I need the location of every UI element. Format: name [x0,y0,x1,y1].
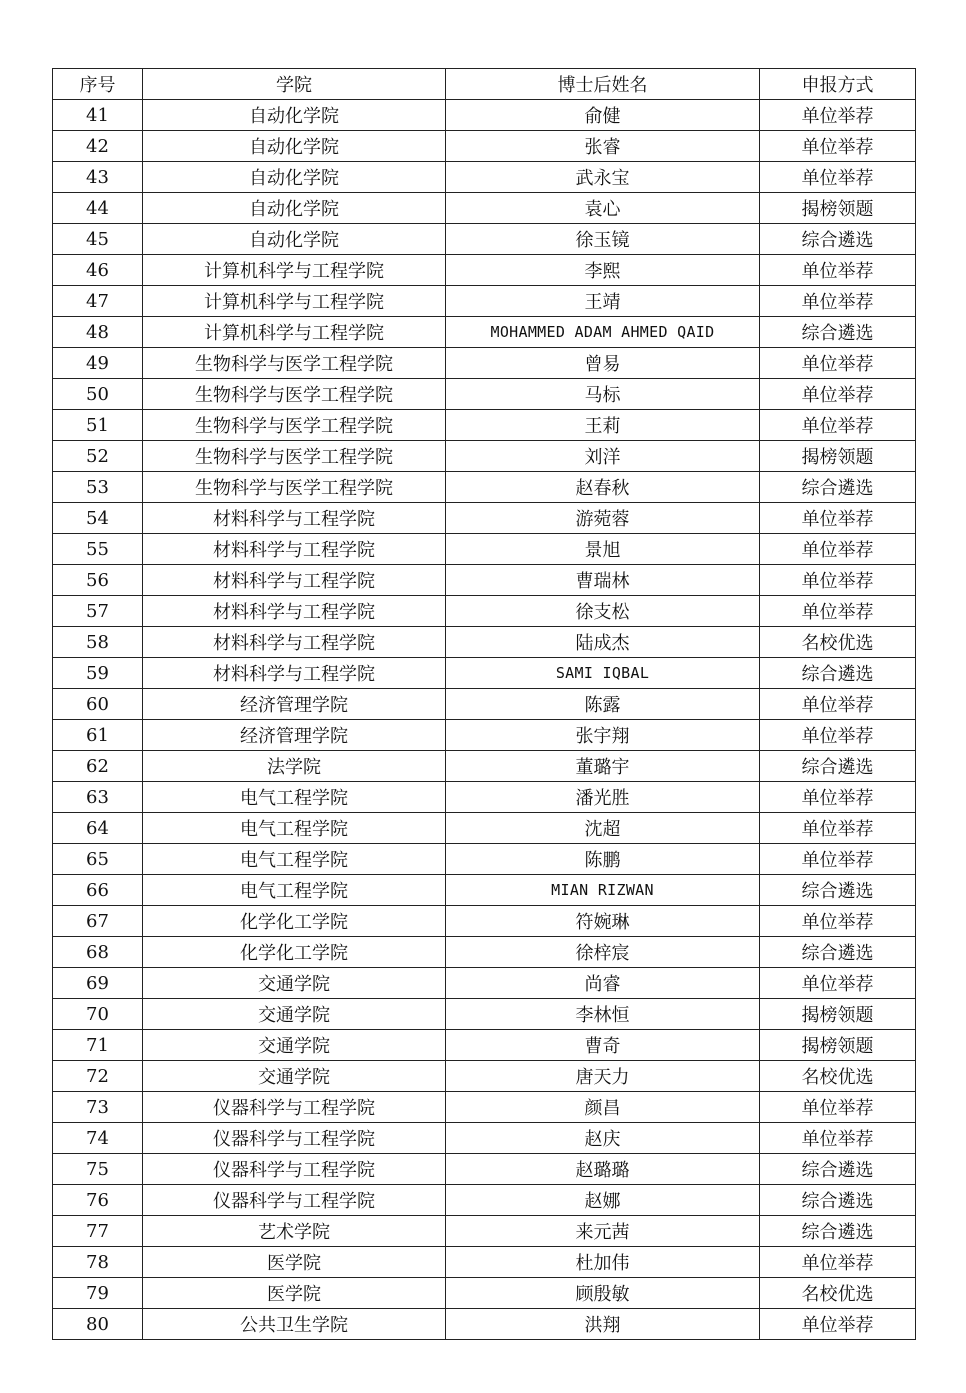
serial-number-cell: 75 [53,1154,143,1185]
serial-number-cell: 60 [53,689,143,720]
school-cell: 材料科学与工程学院 [143,565,446,596]
school-cell: 材料科学与工程学院 [143,596,446,627]
table-row [53,131,916,162]
table-row [53,658,916,689]
serial-number-cell: 57 [53,596,143,627]
table-row [53,751,916,782]
application-method-cell: 单位举荐 [760,379,916,410]
school-cell: 自动化学院 [143,131,446,162]
postdoc-name-cell: 曹瑞林 [446,565,760,596]
school-cell: 自动化学院 [143,100,446,131]
school-cell: 生物科学与医学工程学院 [143,441,446,472]
school-cell: 化学化工学院 [143,906,446,937]
application-method-cell: 单位举荐 [760,534,916,565]
school-cell: 交通学院 [143,968,446,999]
serial-number-cell: 63 [53,782,143,813]
postdoc-name-cell: 李熙 [446,255,760,286]
school-cell: 生物科学与医学工程学院 [143,348,446,379]
serial-number-cell: 65 [53,844,143,875]
application-method-cell: 综合遴选 [760,224,916,255]
school-cell: 交通学院 [143,999,446,1030]
application-method-cell: 揭榜领题 [760,441,916,472]
school-cell: 生物科学与医学工程学院 [143,472,446,503]
application-method-cell: 单位举荐 [760,131,916,162]
school-cell: 经济管理学院 [143,689,446,720]
serial-number-cell: 43 [53,162,143,193]
application-method-cell: 揭榜领题 [760,193,916,224]
serial-number-cell: 67 [53,906,143,937]
application-method-cell: 综合遴选 [760,1154,916,1185]
table-row [53,627,916,658]
school-cell: 材料科学与工程学院 [143,534,446,565]
header-row [53,69,916,100]
serial-number-cell: 41 [53,100,143,131]
application-method-cell: 揭榜领题 [760,999,916,1030]
postdoc-name-cell: MOHAMMED ADAM AHMED QAID [446,317,760,348]
table-row [53,224,916,255]
application-method-cell: 单位举荐 [760,100,916,131]
table-row [53,1030,916,1061]
header-serial-number: 序号 [53,69,143,100]
table-row [53,410,916,441]
postdoc-name-cell: 景旭 [446,534,760,565]
application-method-cell: 单位举荐 [760,503,916,534]
school-cell: 计算机科学与工程学院 [143,317,446,348]
application-method-cell: 单位举荐 [760,782,916,813]
table-row [53,193,916,224]
school-cell: 交通学院 [143,1030,446,1061]
header-application-method: 申报方式 [760,69,916,100]
table-row [53,1185,916,1216]
serial-number-cell: 61 [53,720,143,751]
table-header [53,69,916,100]
serial-number-cell: 56 [53,565,143,596]
table-row [53,503,916,534]
postdoc-name-cell: 董璐宇 [446,751,760,782]
postdoc-name-cell: 沈超 [446,813,760,844]
table-row [53,1123,916,1154]
school-cell: 艺术学院 [143,1216,446,1247]
application-method-cell: 单位举荐 [760,410,916,441]
serial-number-cell: 62 [53,751,143,782]
postdoc-name-cell: 潘光胜 [446,782,760,813]
table-row [53,1061,916,1092]
postdoc-name-cell: 游菀蓉 [446,503,760,534]
application-method-cell: 单位举荐 [760,596,916,627]
table-row [53,937,916,968]
table-row [53,813,916,844]
serial-number-cell: 58 [53,627,143,658]
school-cell: 仪器科学与工程学院 [143,1154,446,1185]
postdoc-name-cell: 尚睿 [446,968,760,999]
serial-number-cell: 52 [53,441,143,472]
postdoc-name-cell: 徐梓宸 [446,937,760,968]
table-row [53,1278,916,1309]
serial-number-cell: 54 [53,503,143,534]
school-cell: 材料科学与工程学院 [143,503,446,534]
serial-number-cell: 74 [53,1123,143,1154]
application-method-cell: 单位举荐 [760,255,916,286]
school-cell: 生物科学与医学工程学院 [143,379,446,410]
school-cell: 材料科学与工程学院 [143,658,446,689]
table-row [53,565,916,596]
application-method-cell: 单位举荐 [760,720,916,751]
table-row [53,441,916,472]
application-method-cell: 单位举荐 [760,813,916,844]
table-row [53,162,916,193]
table-row [53,1216,916,1247]
postdoc-name-cell: SAMI IQBAL [446,658,760,689]
table-row [53,1247,916,1278]
serial-number-cell: 59 [53,658,143,689]
serial-number-cell: 53 [53,472,143,503]
application-method-cell: 综合遴选 [760,317,916,348]
serial-number-cell: 46 [53,255,143,286]
serial-number-cell: 48 [53,317,143,348]
header-school: 学院 [143,69,446,100]
application-method-cell: 综合遴选 [760,875,916,906]
table-row [53,720,916,751]
school-cell: 材料科学与工程学院 [143,627,446,658]
school-cell: 电气工程学院 [143,813,446,844]
school-cell: 公共卫生学院 [143,1309,446,1340]
application-method-cell: 揭榜领题 [760,1030,916,1061]
postdoc-name-cell: 颜昌 [446,1092,760,1123]
application-method-cell: 名校优选 [760,1278,916,1309]
serial-number-cell: 55 [53,534,143,565]
table-row [53,100,916,131]
school-cell: 化学化工学院 [143,937,446,968]
postdoc-name-cell: 袁心 [446,193,760,224]
school-cell: 仪器科学与工程学院 [143,1092,446,1123]
postdoc-name-cell: 张宇翔 [446,720,760,751]
application-method-cell: 综合遴选 [760,937,916,968]
school-cell: 仪器科学与工程学院 [143,1185,446,1216]
postdoc-name-cell: 符婉琳 [446,906,760,937]
table-row [53,348,916,379]
school-cell: 法学院 [143,751,446,782]
table-row [53,689,916,720]
postdoc-name-cell: 赵庆 [446,1123,760,1154]
postdoc-name-cell: 马标 [446,379,760,410]
table-row [53,782,916,813]
postdoc-name-cell: 来元茜 [446,1216,760,1247]
serial-number-cell: 44 [53,193,143,224]
serial-number-cell: 69 [53,968,143,999]
table-row [53,317,916,348]
serial-number-cell: 47 [53,286,143,317]
school-cell: 电气工程学院 [143,875,446,906]
application-method-cell: 单位举荐 [760,162,916,193]
postdoc-name-cell: 武永宝 [446,162,760,193]
application-method-cell: 单位举荐 [760,844,916,875]
serial-number-cell: 42 [53,131,143,162]
application-method-cell: 单位举荐 [760,348,916,379]
table-row [53,1092,916,1123]
table-row [53,596,916,627]
postdoc-name-cell: MIAN RIZWAN [446,875,760,906]
postdoc-name-cell: 徐支松 [446,596,760,627]
header-postdoc-name: 博士后姓名 [446,69,760,100]
application-method-cell: 单位举荐 [760,689,916,720]
application-method-cell: 单位举荐 [760,1092,916,1123]
school-cell: 医学院 [143,1247,446,1278]
serial-number-cell: 51 [53,410,143,441]
school-cell: 自动化学院 [143,162,446,193]
postdoc-name-cell: 杜加伟 [446,1247,760,1278]
school-cell: 计算机科学与工程学院 [143,286,446,317]
school-cell: 医学院 [143,1278,446,1309]
application-method-cell: 单位举荐 [760,286,916,317]
table-row [53,1309,916,1340]
serial-number-cell: 77 [53,1216,143,1247]
school-cell: 生物科学与医学工程学院 [143,410,446,441]
application-method-cell: 综合遴选 [760,1185,916,1216]
application-method-cell: 综合遴选 [760,472,916,503]
school-cell: 计算机科学与工程学院 [143,255,446,286]
postdoc-name-cell: 唐天力 [446,1061,760,1092]
serial-number-cell: 78 [53,1247,143,1278]
application-method-cell: 单位举荐 [760,565,916,596]
serial-number-cell: 49 [53,348,143,379]
table-row [53,1154,916,1185]
postdoc-name-cell: 顾殷敏 [446,1278,760,1309]
application-method-cell: 综合遴选 [760,1216,916,1247]
application-method-cell: 单位举荐 [760,968,916,999]
table-row [53,906,916,937]
school-cell: 交通学院 [143,1061,446,1092]
postdoc-name-cell: 洪翔 [446,1309,760,1340]
table-body [53,100,916,1340]
application-method-cell: 名校优选 [760,627,916,658]
serial-number-cell: 80 [53,1309,143,1340]
school-cell: 经济管理学院 [143,720,446,751]
table-row [53,286,916,317]
table-row [53,534,916,565]
school-cell: 自动化学院 [143,224,446,255]
table-row [53,999,916,1030]
postdoc-name-cell: 曹奇 [446,1030,760,1061]
postdoc-name-cell: 刘洋 [446,441,760,472]
application-method-cell: 单位举荐 [760,1123,916,1154]
serial-number-cell: 66 [53,875,143,906]
application-method-cell: 综合遴选 [760,751,916,782]
postdoc-name-cell: 陆成杰 [446,627,760,658]
postdoc-name-cell: 赵春秋 [446,472,760,503]
school-cell: 仪器科学与工程学院 [143,1123,446,1154]
postdoc-name-cell: 李林恒 [446,999,760,1030]
table-row [53,255,916,286]
school-cell: 自动化学院 [143,193,446,224]
serial-number-cell: 76 [53,1185,143,1216]
table-row [53,844,916,875]
application-method-cell: 综合遴选 [760,658,916,689]
application-method-cell: 单位举荐 [760,906,916,937]
postdoc-name-cell: 王靖 [446,286,760,317]
postdoc-name-cell: 俞健 [446,100,760,131]
application-method-cell: 名校优选 [760,1061,916,1092]
postdoc-name-cell: 张睿 [446,131,760,162]
serial-number-cell: 72 [53,1061,143,1092]
table-row [53,472,916,503]
postdoc-name-cell: 赵娜 [446,1185,760,1216]
serial-number-cell: 64 [53,813,143,844]
table-row [53,875,916,906]
serial-number-cell: 68 [53,937,143,968]
postdoc-name-cell: 赵璐璐 [446,1154,760,1185]
school-cell: 电气工程学院 [143,782,446,813]
application-method-cell: 单位举荐 [760,1247,916,1278]
serial-number-cell: 50 [53,379,143,410]
postdoc-name-cell: 陈露 [446,689,760,720]
serial-number-cell: 73 [53,1092,143,1123]
serial-number-cell: 45 [53,224,143,255]
application-method-cell: 单位举荐 [760,1309,916,1340]
postdoc-name-cell: 王莉 [446,410,760,441]
postdoc-name-cell: 曾易 [446,348,760,379]
postdoc-name-cell: 徐玉镜 [446,224,760,255]
postdoc-name-cell: 陈鹏 [446,844,760,875]
table-row [53,379,916,410]
table-row [53,968,916,999]
postdoc-roster-table [52,68,916,1340]
school-cell: 电气工程学院 [143,844,446,875]
serial-number-cell: 79 [53,1278,143,1309]
serial-number-cell: 71 [53,1030,143,1061]
serial-number-cell: 70 [53,999,143,1030]
